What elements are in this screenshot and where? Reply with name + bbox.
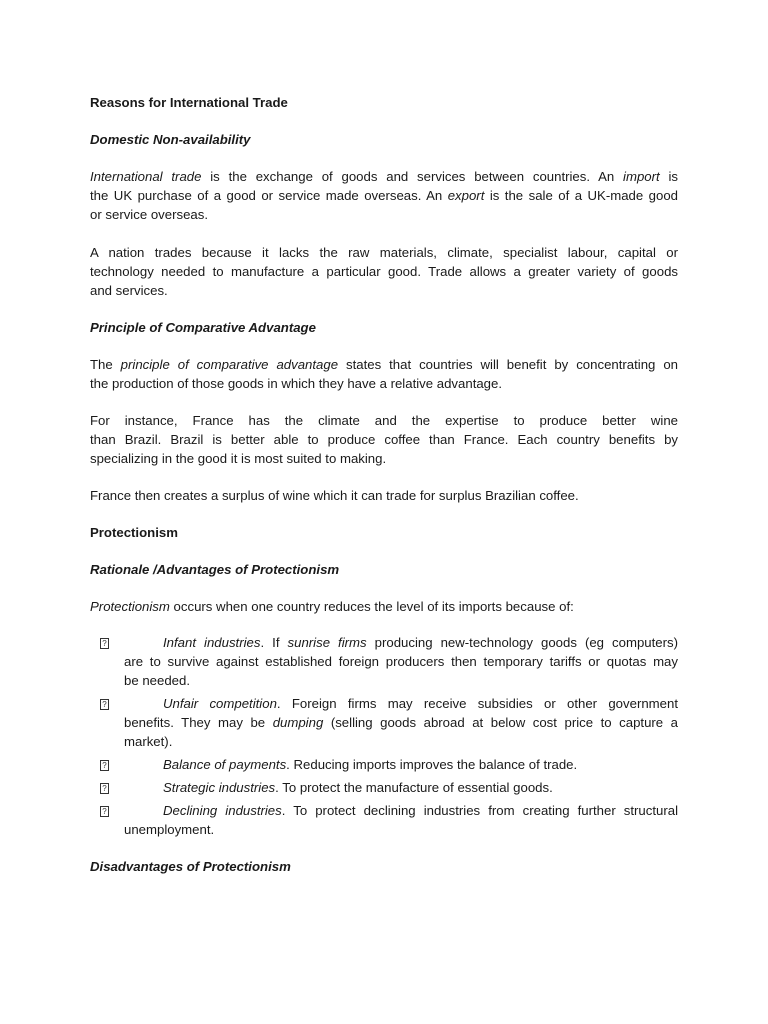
bullet-icon: ? [100,638,109,649]
paragraph-line: than Brazil. Brazil is better able to produce coffee than France. Each country benefits by [90,432,678,447]
list-item-line: be needed. [124,673,191,688]
list-item-line: market). [124,734,173,749]
list-item-line: Declining industries. To protect declining industries from creating further structural [163,803,678,818]
paragraph-line: technology needed to manufacture a particular good. Trade allows a greater variety of goods [90,264,678,279]
bullet-icon: ? [100,806,109,817]
list-item-line: Balance of payments. Reducing imports improves the balance of trade. [163,757,578,772]
list-item-line: benefits. They may be dumping (selling goods abroad at below cost price to capture a [124,715,679,730]
paragraph-line: or service overseas. [90,207,208,222]
heading-comparative-advantage: Principle of Comparative Advantage [90,320,316,335]
list-item-line: Infant industries. If sunrise firms producing new-technology goods (eg computers) [163,635,678,650]
paragraph-line: the UK purchase of a good or service made overseas. An export is the sale of a UK-made good [90,188,678,203]
heading-advantages-of-protectionism: Rationale /Advantages of Protectionism [90,562,340,577]
paragraph-line: specializing in the good it is most suited to making. [90,451,387,466]
heading-protectionism: Protectionism [90,525,178,540]
bullet-icon: ? [100,699,109,710]
paragraph-line: For instance, France has the climate and the expertise to produce better wine [90,413,678,428]
bullet-icon: ? [100,760,109,771]
bullet-icon: ? [100,783,109,794]
paragraph-line: A nation trades because it lacks the raw materials, climate, specialist labour, capital or [90,245,678,260]
heading-disadvantages-of-protectionism: Disadvantages of Protectionism [90,859,291,874]
list-item-line: Unfair competition. Foreign firms may receive subsidies or other government [163,696,678,711]
list-item-line: Strategic industries. To protect the manufacture of essential goods. [163,780,553,795]
paragraph-line: International trade is the exchange of goods and services between countries. An import is [90,169,678,184]
paragraph-line: Protectionism occurs when one country reduces the level of its imports because of: [90,599,574,614]
heading-domestic-non-availability: Domestic Non-availability [90,132,251,147]
paragraph-line: France then creates a surplus of wine which it can trade for surplus Brazilian coffee. [90,488,579,503]
list-item-line: unemployment. [124,822,215,837]
paragraph-line: The principle of comparative advantage states that countries will benefit by concentrating on [90,357,679,372]
paragraph-line: the production of those goods in which they have a relative advantage. [90,376,503,391]
list-item-line: are to survive against established foreign producers then temporary tariffs or quotas may [124,654,678,669]
paragraph-line: and services. [90,283,168,298]
document-title: Reasons for International Trade [90,95,288,110]
